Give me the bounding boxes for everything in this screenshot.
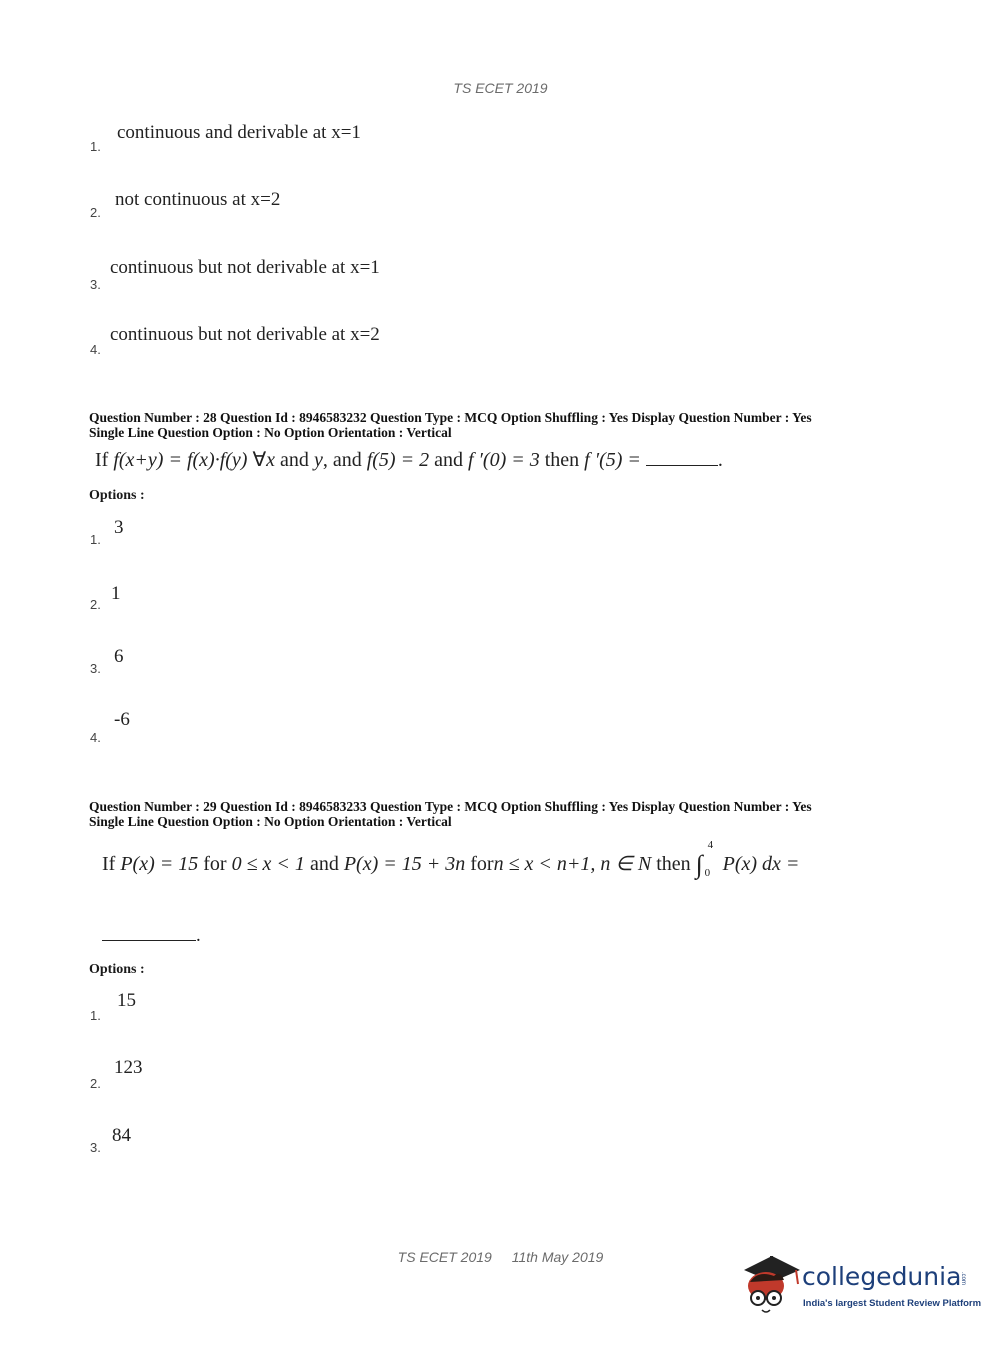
option-text: 123 [114,1057,143,1078]
stem-text: and [309,853,339,875]
stem-text: for [203,853,227,875]
stem-text: for [470,853,494,875]
stem-math: f ′(0) = 3 [467,449,540,471]
option-text: 84 [112,1125,131,1146]
question-meta [89,799,812,829]
integral-upper: 4 [707,839,714,851]
option-text: continuous but not derivable at x=1 [110,257,380,278]
logo-brand: collegedunia [802,1262,962,1291]
options-label: Options : [89,488,145,503]
logo-suffix: .com [960,1272,966,1286]
stem-math: y [313,449,323,471]
stem-math: f(x+y) = f(x)·f(y) [113,449,248,471]
option-number: 4. [90,342,101,357]
option-number: 2. [90,597,101,612]
integral-symbol: ∫ [695,850,703,879]
stem-math: P(x) = 15 + 3n [343,853,466,875]
stem-math: 0 ≤ x < 1 [231,853,305,875]
option-text: -6 [114,709,130,730]
answer-blank [102,922,196,941]
stem-math: ∀ [252,449,267,471]
option-text: continuous and derivable at x=1 [117,122,361,143]
question-meta-line2: Single Line Question Option : No Option Orientation : Vertical [89,425,452,440]
answer-blank [646,465,718,466]
option-text: not continuous at x=2 [115,189,281,210]
question-meta-line1: Question Number : 28 Question Id : 8946583232 Question Type : MCQ Option Shuffling : Yes Display Question Number : Yes [89,410,812,425]
mascot-logo-icon [740,1248,802,1318]
option-number: 4. [90,730,101,745]
stem-text: , and [322,449,362,471]
stem-text: and [434,449,463,471]
question-stem [95,447,723,472]
stem-text: then [656,853,691,875]
integral-sign [695,839,718,879]
options-label: Options : [89,962,145,977]
option-text: 15 [117,990,136,1011]
stem-text: If [95,449,109,471]
stem-math: n ∈ N [600,853,652,875]
footer-exam: TS ECET 2019 [397,1249,492,1265]
page-header: TS ECET 2019 [453,80,548,96]
option-number: 2. [90,1076,101,1091]
stem-math: P(x) dx = [722,853,800,875]
question-meta-line2: Single Line Question Option : No Option Orientation : Vertical [89,814,452,829]
logo-tagline: India's largest Student Review Platform [803,1298,982,1309]
answer-line [102,922,201,947]
stem-text: . [196,925,201,946]
stem-text: If [102,853,116,875]
stem-text: . [717,449,723,471]
option-number: 2. [90,205,101,220]
option-text: 1 [111,583,121,604]
stem-text: then [544,449,580,471]
option-number: 1. [90,532,101,547]
option-number: 3. [90,277,101,292]
stem-math: P(x) = 15 [120,853,199,875]
stem-math: x [266,449,276,471]
integral-lower: 0 [704,867,711,879]
stem-math: n ≤ x < n+1, [493,853,596,875]
question-meta [89,410,812,440]
stem-math: f ′(5) = [584,449,641,471]
stem-text: and [280,449,309,471]
option-number: 3. [90,661,101,676]
question-stem [102,839,800,879]
option-text: 3 [114,517,124,538]
footer-date: 11th May 2019 [511,1249,604,1265]
option-number: 3. [90,1140,101,1155]
stem-math: f(5) = 2 [366,449,430,471]
option-number: 1. [90,139,101,154]
question-meta-line1: Question Number : 29 Question Id : 8946583233 Question Type : MCQ Option Shuffling : Yes Display Question Number : Yes [89,799,812,814]
option-text: continuous but not derivable at x=2 [110,324,380,345]
option-number: 1. [90,1008,101,1023]
option-text: 6 [114,646,124,667]
